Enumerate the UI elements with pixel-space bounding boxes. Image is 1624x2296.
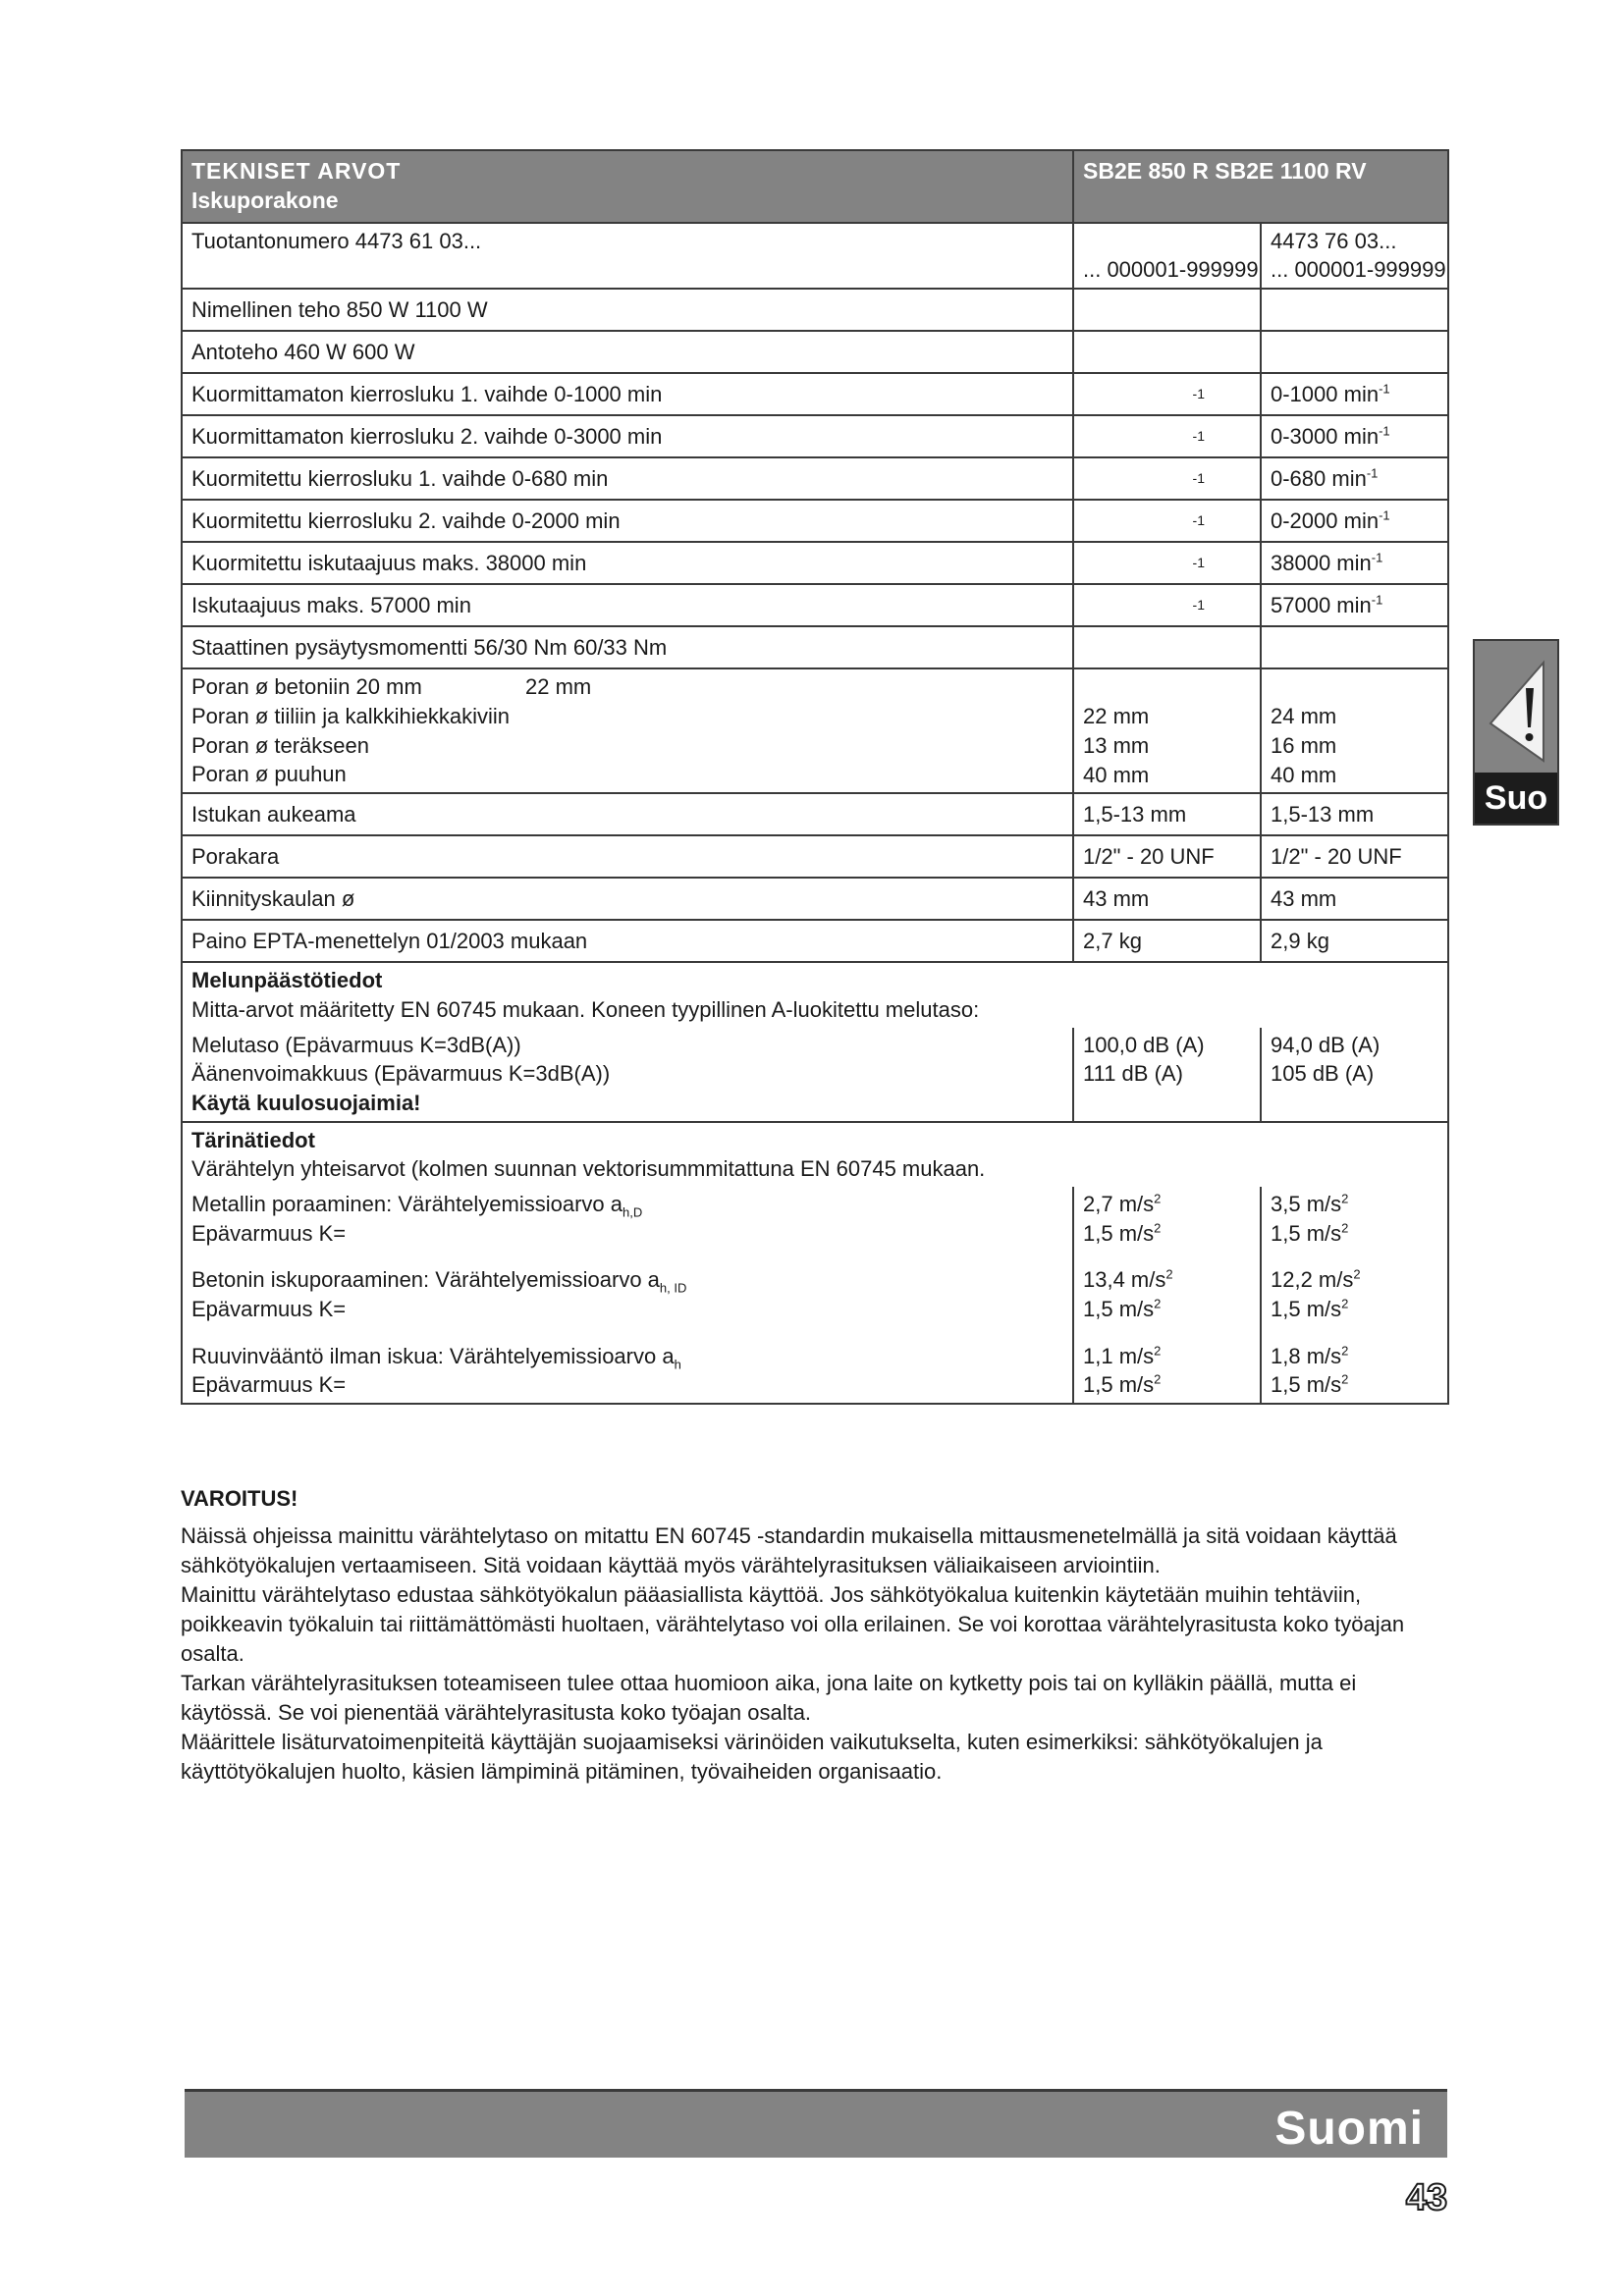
hearing-protection-note: Käytä kuulosuojaimia!: [191, 1090, 421, 1115]
no-load-2-label: Kuormittamaton kierrosluku 2. vaihde 0-3000 min: [182, 415, 1073, 457]
vibration-values-row: [182, 1187, 1448, 1404]
weight-label: Paino EPTA-menettelyn 01/2003 mukaan: [182, 920, 1073, 962]
vibration-screw-text: Ruuvinvääntö ilman iskua: Värähtelyemissioarvo a: [191, 1343, 675, 1368]
vibration-concrete-text: Betonin iskuporaaminen: Värähtelyemissioarvo a: [191, 1267, 660, 1293]
chuck-label: Istukan aukeama: [182, 793, 1073, 835]
vibration-metal-col2: 2,7 $m/s^2$: [1083, 1191, 1162, 1217]
warning-paragraph-2: Mainittu värähtelytaso edustaa sähkötyökalun pääasiallista käyttöä. Jos sähkötyökalua kuitenkin käytetään muihin tehtäviin, poikkeavin työkaluin tai riittämättömästi huoltaen, värähtelytaso voi olla erilainen. Se voi korottaa värähtelyrasitusta koko työajan osalta.: [181, 1582, 1405, 1666]
drill-steel-col3: 16 mm: [1271, 732, 1337, 758]
impact-max-col3: [1261, 584, 1448, 626]
vibration-intro: Värähtelyn yhteisarvot (kolmen suunnan vektorisummmitattuna EN 60745 mukaan.: [191, 1156, 986, 1182]
chuck-col2: 1,5-13 mm: [1073, 793, 1261, 835]
side-tab-label: Suo: [1475, 773, 1557, 824]
collar-col2: 43 mm: [1073, 878, 1261, 920]
vibration-concrete-unc-col2: 1,5 $m/s^2$: [1083, 1296, 1162, 1322]
noise-power-col3: 105 dB (A): [1271, 1061, 1375, 1087]
no-load-1-unit: -1: [1073, 373, 1261, 415]
no-load-1-exponent: -1: [1379, 381, 1390, 397]
drill-brick-label: Poran ø tiiliin ja kalkkihiekkakiviin: [191, 703, 511, 728]
drill-brick-col2: 22 mm: [1083, 704, 1150, 729]
no-load-2-col3: [1261, 415, 1448, 457]
drill-wood-label: Poran ø puuhun: [191, 762, 347, 787]
product-number-col3-prefix: 4473 76 03...: [1271, 228, 1397, 253]
table-row-no-load-2: [182, 415, 1448, 457]
table-row-chuck: [182, 793, 1448, 835]
noise-heading: Melunpäästötiedot: [191, 968, 383, 993]
load-2-value: 0-2000 min: [1271, 507, 1380, 533]
impact-load-label: Kuormitettu iskutaajuus maks. 38000 min: [182, 542, 1073, 584]
table-header-row: [182, 150, 1448, 223]
vibration-screw-unc-col3: 1,5 $m/s^2$: [1271, 1372, 1349, 1398]
footer-language-bar: [185, 2089, 1447, 2158]
spindle-label: Porakara: [182, 835, 1073, 878]
table-row-impact-max: [182, 584, 1448, 626]
drill-diameter-col2: [1073, 668, 1261, 793]
load-2-exponent: -1: [1379, 507, 1390, 523]
drill-concrete-value: 22 mm: [525, 674, 592, 700]
table-row-load-1: [182, 457, 1448, 500]
weight-col2: 2,7 kg: [1073, 920, 1261, 962]
drill-steel-col2: 13 mm: [1083, 732, 1150, 758]
collar-col3: 43 mm: [1261, 878, 1448, 920]
drill-concrete-line: [191, 672, 1063, 702]
drill-wood-col2: 40 mm: [1083, 762, 1150, 787]
weight-col3: 2,9 kg: [1261, 920, 1448, 962]
vibration-concrete-col3: 12,2 $m/s^2$: [1271, 1267, 1361, 1293]
impact-load-col3: [1261, 542, 1448, 584]
page-number: 43: [1405, 2177, 1448, 2218]
load-2-unit: -1: [1073, 500, 1261, 542]
noise-values-row: [182, 1028, 1448, 1122]
table-row-impact-load: [182, 542, 1448, 584]
table-title: TEKNISET ARVOT: [191, 158, 402, 184]
impact-load-value: 38000 min: [1271, 550, 1372, 575]
vibration-metal-unc-col2: 1,5 $m/s^2$: [1083, 1220, 1162, 1246]
noise-pressure-col2: 100,0 dB (A): [1083, 1032, 1205, 1057]
warning-paragraph-4: Määrittele lisäturvatoimenpiteitä käyttäjän suojaamiseksi värinöiden vaikutukselta, kuten esimerkiksi: sähkötyökalujen ja käyttötyökalujen huolto, käsien lämpiminä pitäminen, työvaiheiden organisaatio.: [181, 1730, 1323, 1784]
table-title-cell: [182, 150, 1073, 223]
table-row-no-load-1: [182, 373, 1448, 415]
no-load-1-label: Kuormittamaton kierrosluku 1. vaihde 0-1000 min: [182, 373, 1073, 415]
model-names: SB2E 850 R SB2E 1100 RV: [1073, 150, 1448, 223]
noise-pressure-col3: 94,0 dB (A): [1271, 1032, 1380, 1057]
vibration-concrete-unc-col3: 1,5 $m/s^2$: [1271, 1296, 1349, 1322]
table-row-spindle: [182, 835, 1448, 878]
output-power-label: Antoteho 460 W 600 W: [182, 331, 1073, 373]
no-load-1-value: 0-1000 min: [1271, 381, 1380, 406]
table-row-load-2: [182, 500, 1448, 542]
vibration-screw-unc-col2: 1,5 $m/s^2$: [1083, 1372, 1162, 1398]
no-load-1-col3: [1261, 373, 1448, 415]
warning-title: VAROITUS!: [181, 1486, 298, 1511]
impact-max-unit: -1: [1073, 584, 1261, 626]
drill-diameter-col3: [1261, 668, 1448, 793]
table-row-stall-torque: [182, 626, 1448, 668]
vibration-metal-col3: 3,5 $m/s^2$: [1271, 1191, 1349, 1217]
stall-torque-label: Staattinen pysäytysmomentti 56/30 Nm 60/33 Nm: [182, 626, 1073, 668]
table-row-rated-power: [182, 289, 1448, 331]
load-2-label: Kuormitettu kierrosluku 2. vaihde 0-2000 min: [182, 500, 1073, 542]
table-row-collar: [182, 878, 1448, 920]
vibration-metal-label: [191, 1190, 1063, 1219]
drill-steel-label: Poran ø teräkseen: [191, 732, 369, 758]
no-load-2-unit: -1: [1073, 415, 1261, 457]
vibration-screw-col2: 1,1 $m/s^2$: [1083, 1343, 1162, 1368]
vibration-metal-unc-col3: 1,5 $m/s^2$: [1271, 1220, 1349, 1246]
noise-intro: Mitta-arvot määritetty EN 60745 mukaan. Koneen tyypillinen A-luokitettu melutaso:: [191, 996, 980, 1022]
product-number-col3-range: ... 000001-999999: [1271, 257, 1446, 283]
product-number-col2: ... 000001-999999: [1073, 223, 1261, 289]
load-1-unit: -1: [1073, 457, 1261, 500]
chuck-col3: 1,5-13 mm: [1261, 793, 1448, 835]
drill-wood-col3: 40 mm: [1271, 762, 1337, 787]
noise-power-col2: 111 dB (A): [1083, 1061, 1183, 1087]
impact-max-exponent: -1: [1371, 592, 1383, 608]
vibration-metal-uncertainty: Epävarmuus K=: [191, 1220, 347, 1246]
side-language-tab: [1473, 639, 1559, 826]
table-row-product-number: [182, 223, 1448, 289]
warning-paragraph-1: Näissä ohjeissa mainittu värähtelytaso on mitattu EN 60745 -standardin mukaisella mittausmenetelmällä ja sitä voidaan käyttää sähkötyökalujen vertaamiseen. Sitä voidaan käyttää myös värähtelyrasituksen väliaikaiseen arviointiin.: [181, 1523, 1397, 1577]
vibration-screw-subscript: h: [674, 1357, 681, 1372]
load-1-exponent: -1: [1366, 465, 1379, 481]
load-1-col3: [1261, 457, 1448, 500]
vibration-concrete-subscript: h, ID: [659, 1280, 687, 1296]
noise-section-heading-row: [182, 962, 1448, 1027]
spindle-col2: 1/2" - 20 UNF: [1073, 835, 1261, 878]
vibration-heading: Tärinätiedot: [191, 1127, 315, 1152]
drill-brick-col3: 24 mm: [1271, 704, 1337, 729]
vibration-metal-text: Metallin poraaminen: Värähtelyemissioarvo a: [191, 1192, 623, 1217]
no-load-2-exponent: -1: [1379, 423, 1390, 439]
load-1-label: Kuormitettu kierrosluku 1. vaihde 0-680 min: [182, 457, 1073, 500]
vibration-concrete-label: [191, 1265, 1063, 1295]
warning-paragraph-3: Tarkan värähtelyrasituksen toteamiseen tulee ottaa huomioon aika, jona laite on kytketty pois tai on kylläkin päällä, mutta ei käytössä. Se voi pienentää värähtelyrasitusta koko työajan osalta.: [181, 1671, 1357, 1725]
no-load-2-value: 0-3000 min: [1271, 423, 1380, 449]
collar-label: Kiinnityskaulan ø: [182, 878, 1073, 920]
product-number-label: Tuotantonumero 4473 61 03...: [182, 223, 1073, 289]
impact-load-exponent: -1: [1371, 550, 1383, 565]
table-row-weight: [182, 920, 1448, 962]
impact-max-label: Iskutaajuus maks. 57000 min: [182, 584, 1073, 626]
vibration-screw-col3: 1,8 $m/s^2$: [1271, 1343, 1349, 1368]
drill-diameter-labels: [182, 668, 1073, 793]
vibration-metal-subscript: h,D: [623, 1204, 643, 1220]
impact-max-value: 57000 min: [1271, 592, 1372, 617]
table-row-output-power: [182, 331, 1448, 373]
warning-triangle-icon: [1485, 655, 1549, 765]
footer-language: Suomi: [1274, 2103, 1424, 2155]
warning-section: [181, 1484, 1447, 1787]
drill-concrete-label: Poran ø betoniin 20 mm: [191, 674, 422, 700]
load-2-col3: [1261, 500, 1448, 542]
vibration-screw-label: [191, 1342, 1063, 1371]
impact-load-unit: -1: [1073, 542, 1261, 584]
product-number-col3: [1261, 223, 1448, 289]
table-subtitle: Iskuporakone: [191, 187, 339, 213]
technical-data-table: [181, 149, 1449, 1405]
spindle-col3: 1/2" - 20 UNF: [1261, 835, 1448, 878]
table-row-drill-diameters: [182, 668, 1448, 793]
rated-power-label: Nimellinen teho 850 W 1100 W: [182, 289, 1073, 331]
vibration-screw-uncertainty: Epävarmuus K=: [191, 1372, 347, 1398]
vibration-section-heading-row: [182, 1122, 1448, 1187]
vibration-concrete-col2: 13,4 $m/s^2$: [1083, 1267, 1173, 1293]
load-1-value: 0-680 min: [1271, 465, 1367, 491]
vibration-concrete-uncertainty: Epävarmuus K=: [191, 1297, 347, 1322]
noise-power-label: Äänenvoimakkuus (Epävarmuus K=3dB(A)): [191, 1061, 611, 1087]
noise-pressure-label: Melutaso (Epävarmuus K=3dB(A)): [191, 1032, 521, 1057]
